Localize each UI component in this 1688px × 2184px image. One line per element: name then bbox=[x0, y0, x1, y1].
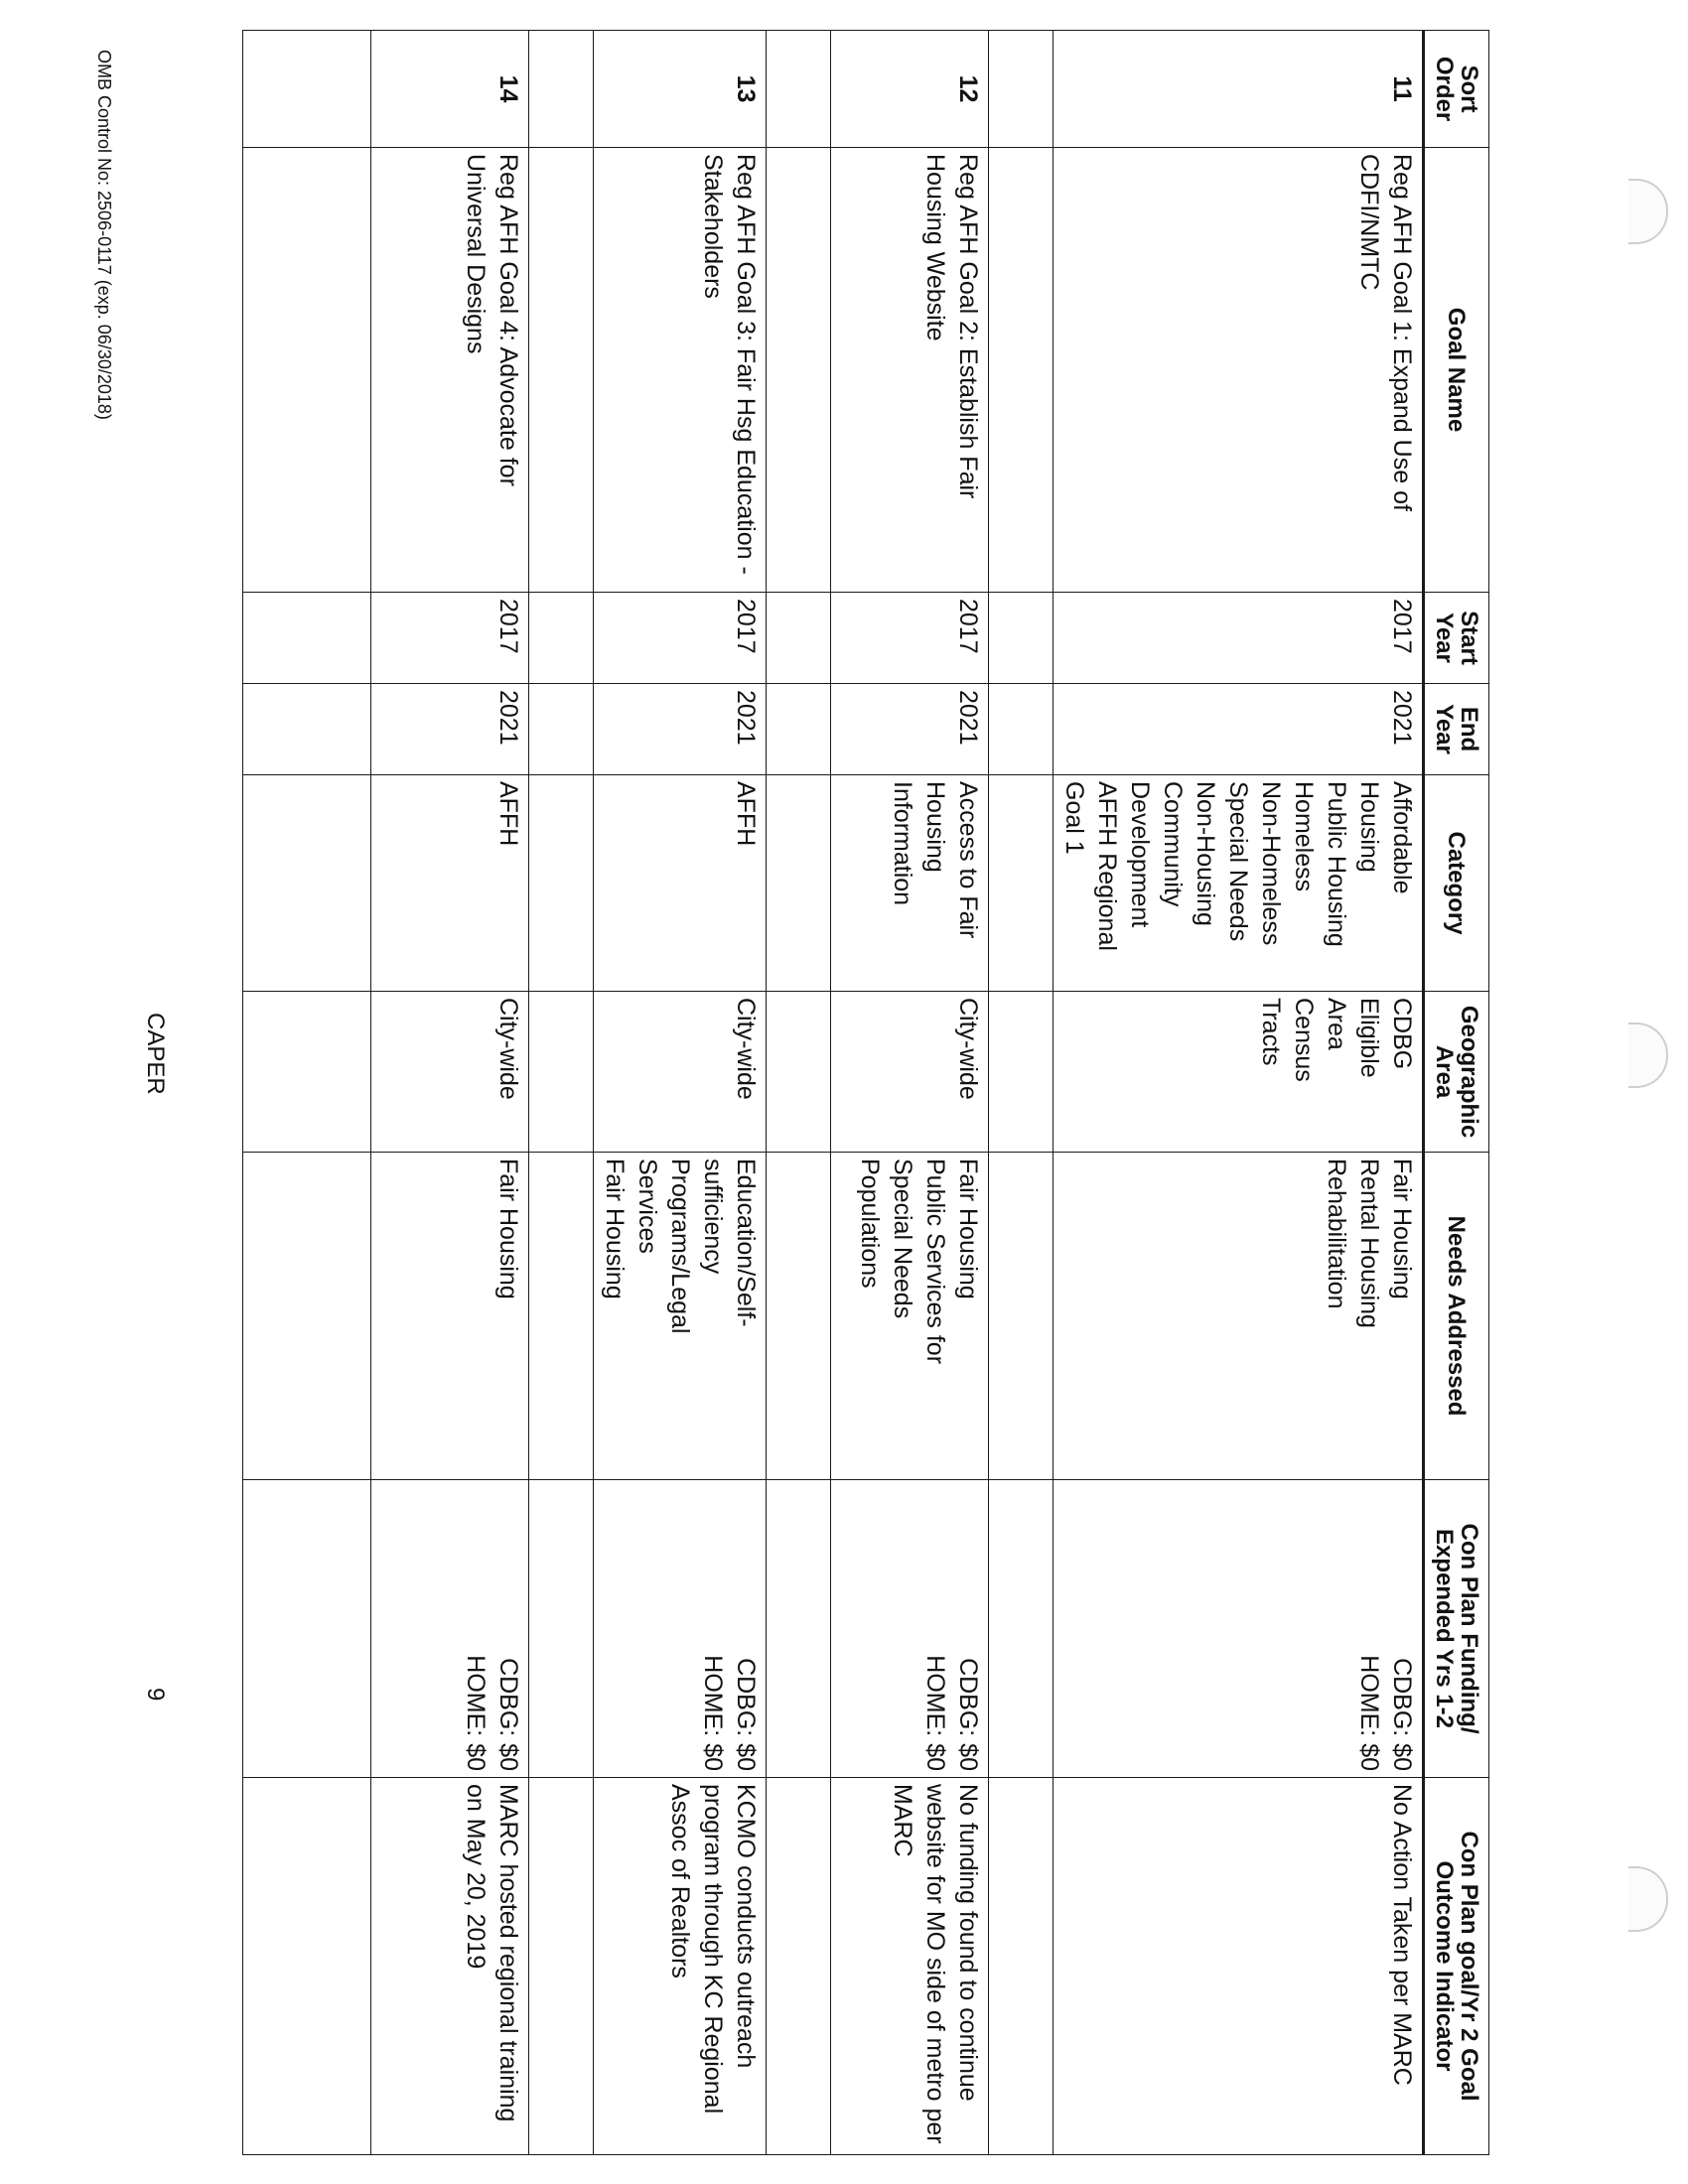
empty-cell bbox=[767, 1153, 831, 1480]
footer-caper-label: CAPER bbox=[142, 1013, 169, 1095]
needs-addressed-cell bbox=[1054, 1153, 1424, 1480]
empty-cell bbox=[989, 992, 1054, 1153]
table-row bbox=[831, 31, 989, 2155]
geo-line: Area bbox=[1323, 998, 1350, 1050]
end-year-cell: 2021 bbox=[831, 684, 989, 775]
empty-cell bbox=[989, 1778, 1054, 2155]
empty-cell bbox=[243, 1778, 371, 2155]
spacer-row bbox=[529, 31, 594, 2155]
funding-line: CDBG: $0 bbox=[1388, 1658, 1416, 1771]
sort-order-cell: 11 bbox=[1054, 31, 1424, 148]
start-year-cell: 2017 bbox=[594, 593, 767, 684]
geographic-area-cell bbox=[594, 992, 767, 1153]
needs-line: Fair Housing bbox=[494, 1159, 522, 1299]
header-funding: Con Plan Funding/ Expended Yrs 1-2 bbox=[1424, 1480, 1489, 1778]
category-line: Non-Homeless bbox=[1257, 781, 1285, 946]
category-line: Access to Fair bbox=[954, 781, 982, 939]
empty-cell bbox=[767, 775, 831, 992]
needs-addressed-cell bbox=[594, 1153, 767, 1480]
empty-cell bbox=[529, 775, 594, 992]
geographic-area-cell bbox=[371, 992, 529, 1153]
empty-cell bbox=[767, 684, 831, 775]
outcome-cell: MARC hosted regional training on May 20, 2019 bbox=[371, 1778, 529, 2155]
start-year-cell: 2017 bbox=[371, 593, 529, 684]
header-outcome: Con Plan goal/Yr 2 Goal Outcome Indicator bbox=[1424, 1778, 1489, 2155]
geo-line: CDBG bbox=[1388, 998, 1416, 1070]
empty-cell bbox=[243, 992, 371, 1153]
table-row bbox=[594, 31, 767, 2155]
category-line: Goal 1 bbox=[1060, 781, 1088, 855]
binder-hole-middle bbox=[1628, 1023, 1668, 1088]
empty-cell bbox=[767, 148, 831, 593]
funding-cell bbox=[1054, 1480, 1424, 1778]
category-cell bbox=[831, 775, 989, 992]
header-start-year: Start Year bbox=[1424, 593, 1489, 684]
spacer-row bbox=[243, 31, 371, 2155]
needs-line: Fair Housing bbox=[954, 1159, 982, 1299]
empty-cell bbox=[529, 593, 594, 684]
header-goal-name: Goal Name bbox=[1424, 148, 1489, 593]
needs-line: Rental Housing bbox=[1355, 1159, 1383, 1328]
needs-line: Special Needs bbox=[889, 1159, 916, 1319]
funding-line: HOME: $0 bbox=[1355, 1655, 1383, 1771]
empty-cell bbox=[529, 148, 594, 593]
goal-name-cell: Reg AFH Goal 3: Fair Hsg Education -Stakeholders bbox=[594, 148, 767, 593]
omb-control-number: OMB Control No: 2506-0117 (exp. 06/30/2018) bbox=[94, 50, 114, 420]
empty-cell bbox=[767, 593, 831, 684]
empty-cell bbox=[989, 684, 1054, 775]
category-line: Development bbox=[1126, 781, 1154, 928]
header-needs-addressed: Needs Addressed bbox=[1424, 1153, 1489, 1480]
empty-cell bbox=[243, 684, 371, 775]
outcome-cell: KCMO conducts outreach program through KC Regional Assoc of Realtors bbox=[594, 1778, 767, 2155]
empty-cell bbox=[529, 1480, 594, 1778]
empty-cell bbox=[529, 1778, 594, 2155]
geo-line: Tracts bbox=[1257, 998, 1285, 1066]
funding-line: CDBG: $0 bbox=[954, 1658, 982, 1771]
rotated-page bbox=[0, 30, 1489, 2154]
category-line: AFFH bbox=[494, 781, 522, 847]
page-number: 9 bbox=[142, 1688, 169, 1702]
geo-line: City-wide bbox=[494, 998, 522, 1100]
goal-name-cell: Reg AFH Goal 1: Expand Use of CDFI/NMTC bbox=[1054, 148, 1424, 593]
needs-line: Fair Housing bbox=[1388, 1159, 1416, 1299]
category-line: Affordable bbox=[1388, 781, 1416, 894]
category-line: Public Housing bbox=[1323, 781, 1350, 947]
category-line: Community bbox=[1159, 781, 1187, 907]
funding-line: HOME: $0 bbox=[699, 1655, 727, 1771]
goals-table bbox=[242, 30, 1489, 2155]
needs-line: Programs/Legal bbox=[666, 1159, 694, 1334]
needs-line: Education/Self- bbox=[732, 1159, 760, 1327]
empty-cell bbox=[243, 775, 371, 992]
spacer-row bbox=[989, 31, 1054, 2155]
geo-line: Census bbox=[1290, 998, 1318, 1082]
funding-line: CDBG: $0 bbox=[732, 1658, 760, 1771]
goal-name-cell: Reg AFH Goal 4: Advocate for Universal Designs bbox=[371, 148, 529, 593]
empty-cell bbox=[767, 31, 831, 148]
empty-cell bbox=[767, 992, 831, 1153]
needs-line: Fair Housing bbox=[601, 1159, 629, 1299]
sort-order-cell: 13 bbox=[594, 31, 767, 148]
needs-addressed-cell bbox=[371, 1153, 529, 1480]
category-cell bbox=[594, 775, 767, 992]
category-cell bbox=[371, 775, 529, 992]
start-year-cell: 2017 bbox=[1054, 593, 1424, 684]
header-sort-order: Sort Order bbox=[1424, 31, 1489, 148]
category-line: Special Needs bbox=[1224, 781, 1252, 942]
geographic-area-cell bbox=[831, 992, 989, 1153]
empty-cell bbox=[767, 1480, 831, 1778]
category-cell bbox=[1054, 775, 1424, 992]
category-line: Housing bbox=[921, 781, 949, 873]
empty-cell bbox=[989, 775, 1054, 992]
empty-cell bbox=[989, 1153, 1054, 1480]
empty-cell bbox=[243, 1153, 371, 1480]
category-line: Housing bbox=[1355, 781, 1383, 873]
empty-cell bbox=[529, 684, 594, 775]
funding-line: CDBG: $0 bbox=[494, 1658, 522, 1771]
empty-cell bbox=[989, 31, 1054, 148]
needs-line: Rehabilitation bbox=[1323, 1159, 1350, 1309]
sort-order-cell: 12 bbox=[831, 31, 989, 148]
needs-line: Services bbox=[633, 1159, 661, 1254]
category-line: Non-Housing bbox=[1192, 781, 1219, 926]
outcome-cell: No Action Taken per MARC bbox=[1054, 1778, 1424, 2155]
category-line: Information bbox=[889, 781, 916, 906]
outcome-cell: No funding found to continue website for MO side of metro per MARC bbox=[831, 1778, 989, 2155]
funding-cell bbox=[371, 1480, 529, 1778]
needs-line: Public Services for bbox=[921, 1159, 949, 1365]
empty-cell bbox=[989, 593, 1054, 684]
empty-cell bbox=[529, 1153, 594, 1480]
start-year-cell: 2017 bbox=[831, 593, 989, 684]
empty-cell bbox=[989, 1480, 1054, 1778]
empty-cell bbox=[529, 31, 594, 148]
header-row bbox=[1424, 31, 1489, 2155]
spacer-row bbox=[767, 31, 831, 2155]
geographic-area-cell bbox=[1054, 992, 1424, 1153]
end-year-cell: 2021 bbox=[371, 684, 529, 775]
header-geographic-area: Geographic Area bbox=[1424, 992, 1489, 1153]
table-row bbox=[371, 31, 529, 2155]
header-category: Category bbox=[1424, 775, 1489, 992]
empty-cell bbox=[989, 148, 1054, 593]
funding-cell bbox=[831, 1480, 989, 1778]
funding-line: HOME: $0 bbox=[462, 1655, 490, 1771]
empty-cell bbox=[529, 992, 594, 1153]
geo-line: City-wide bbox=[732, 998, 760, 1100]
geo-line: City-wide bbox=[954, 998, 982, 1100]
funding-line: HOME: $0 bbox=[921, 1655, 949, 1771]
needs-addressed-cell bbox=[831, 1153, 989, 1480]
end-year-cell: 2021 bbox=[1054, 684, 1424, 775]
empty-cell bbox=[243, 148, 371, 593]
end-year-cell: 2021 bbox=[594, 684, 767, 775]
table-row bbox=[1054, 31, 1424, 2155]
empty-cell bbox=[243, 593, 371, 684]
sort-order-cell: 14 bbox=[371, 31, 529, 148]
needs-line: Populations bbox=[856, 1159, 884, 1289]
category-line: AFFH bbox=[732, 781, 760, 847]
empty-cell bbox=[767, 1778, 831, 2155]
needs-line: sufficiency bbox=[699, 1159, 727, 1275]
binder-hole-top bbox=[1628, 179, 1668, 244]
empty-cell bbox=[243, 1480, 371, 1778]
geo-line: Eligible bbox=[1355, 998, 1383, 1078]
binder-hole-bottom bbox=[1628, 1866, 1668, 1932]
empty-cell bbox=[243, 31, 371, 148]
goal-name-cell: Reg AFH Goal 2: Establish Fair Housing Website bbox=[831, 148, 989, 593]
category-line: Homeless bbox=[1290, 781, 1318, 892]
funding-cell bbox=[594, 1480, 767, 1778]
category-line: AFFH Regional bbox=[1093, 781, 1121, 951]
header-end-year: End Year bbox=[1424, 684, 1489, 775]
